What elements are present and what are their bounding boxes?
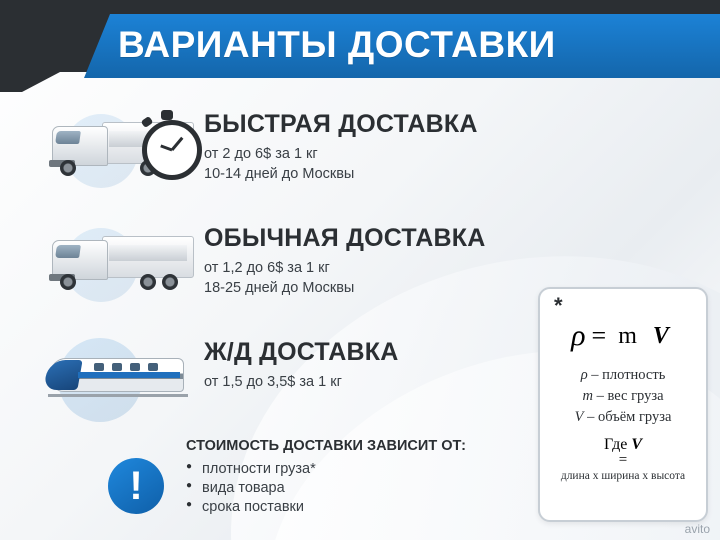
truck-graphic	[44, 230, 194, 302]
where-label: Где	[604, 436, 628, 453]
density-formula-box	[538, 287, 708, 522]
cost-note-list	[186, 461, 466, 515]
option-price: от 1,5 до 3,5$ за 1 кг	[204, 374, 342, 390]
legend-row	[550, 388, 696, 405]
formula-fraction	[612, 324, 675, 348]
legend-symbol: m	[582, 388, 593, 404]
stopwatch-icon	[140, 108, 198, 170]
legend-row	[550, 409, 696, 426]
exclamation-icon: !	[108, 458, 164, 514]
delivery-option-text	[204, 338, 399, 394]
page-title: ВАРИАНТЫ ДОСТАВКИ	[118, 24, 556, 65]
legend-symbol: ρ	[580, 367, 588, 383]
formula-equals: =	[591, 321, 607, 350]
train-icon	[44, 336, 194, 424]
legend-row	[550, 367, 696, 384]
list-item: ● срока поставки	[186, 499, 466, 515]
formula-expression	[550, 319, 696, 353]
delivery-option-text	[204, 224, 485, 300]
legend-text: – объём груза	[587, 409, 672, 425]
option-title: БЫСТРАЯ ДОСТАВКА	[204, 110, 478, 138]
formula-where	[550, 436, 696, 482]
where-symbol: V	[631, 436, 642, 453]
header	[0, 0, 720, 92]
delivery-option-text	[204, 110, 478, 186]
list-item: ● плотности груза*	[186, 461, 466, 477]
formula-legend	[550, 367, 696, 426]
legend-text: – плотность	[591, 367, 666, 383]
footnote-star: *	[554, 293, 563, 318]
where-equals: =	[618, 452, 628, 468]
truck-icon	[44, 222, 194, 310]
list-item: ● вида товара	[186, 480, 466, 496]
cost-note-title: СТОИМОСТЬ ДОСТАВКИ ЗАВИСИТ ОТ:	[186, 438, 466, 454]
cost-note	[186, 438, 466, 518]
formula-rho: ρ	[571, 319, 586, 352]
truck-icon	[44, 108, 194, 196]
formula-numerator: m	[618, 323, 637, 349]
train-graphic	[50, 350, 190, 408]
watermark: avito	[684, 522, 710, 536]
option-price: от 2 до 6$ за 1 кг	[204, 146, 318, 162]
option-title: Ж/Д ДОСТАВКА	[204, 338, 399, 366]
legend-symbol: V	[574, 409, 584, 425]
where-formula: длина х ширина х высота	[560, 469, 686, 482]
option-duration: 10-14 дней до Москвы	[204, 166, 355, 182]
formula-denominator: V	[652, 323, 669, 349]
option-price: от 1,2 до 6$ за 1 кг	[204, 260, 330, 276]
option-title: ОБЫЧНАЯ ДОСТАВКА	[204, 224, 486, 252]
option-duration: 18-25 дней до Москвы	[204, 280, 355, 296]
legend-text: – вес груза	[596, 388, 664, 404]
